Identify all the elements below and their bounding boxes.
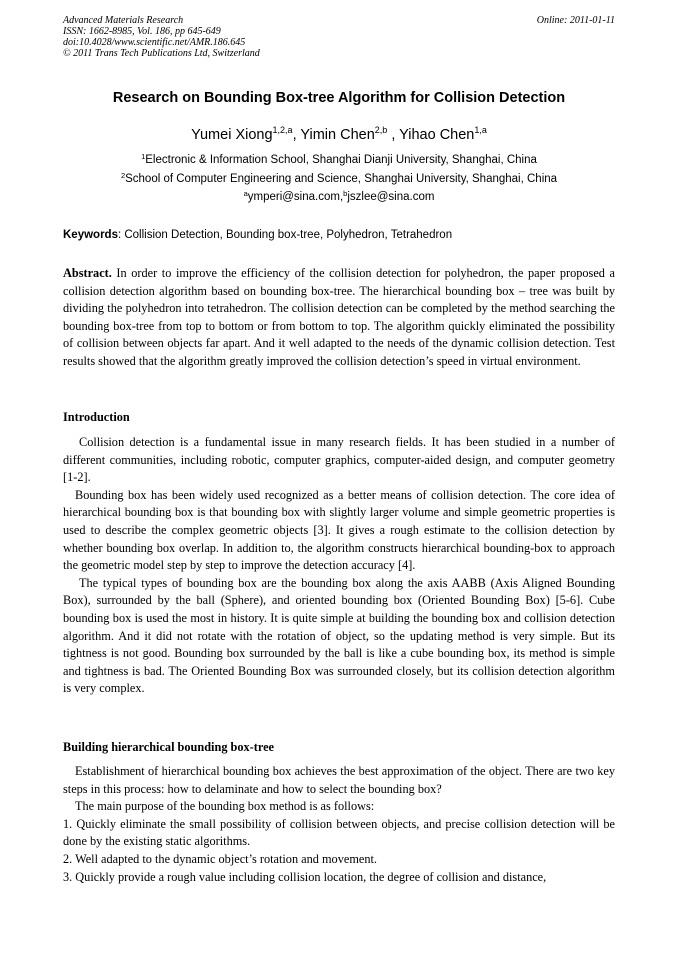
list-item: 1. Quickly eliminate the small possibility of collision between objects, and precise collision detection will be done by the existing static algorithms.: [63, 816, 615, 849]
issn-line: ISSN: 1662-8985, Vol. 186, pp 645-649: [63, 26, 221, 37]
copyright-line: © 2011 Trans Tech Publications Ltd, Switzerland: [63, 48, 260, 59]
affiliation-1: [40, 152, 638, 166]
section-heading-introduction: Introduction: [63, 410, 130, 424]
list-item: 2. Well adapted to the dynamic object’s rotation and movement.: [63, 851, 377, 866]
email-superscript: a: [243, 189, 248, 198]
keywords-line: [63, 229, 615, 241]
author-name: Yihao Chen: [399, 127, 475, 143]
paragraph: The main purpose of the bounding box method is as follows:: [75, 799, 375, 814]
abstract: [63, 265, 615, 371]
paragraph: Bounding box has been widely used recognized as a better means of collision detection. The core idea of hierarchical bounding box is that bounding box with slightly larger volume and simple geometric properties is used to describe the complex geometric objects [3]. It gives a rough estimate to the collision detection by whether bounding box overlap. In addition to, the algorithm constructs hierarchical bounding-box to approach the geometric model step by step to improve the detection accuracy [4].: [63, 487, 615, 573]
keywords-label: Keywords: [63, 229, 118, 241]
author-list: [40, 125, 638, 143]
affiliation-superscript: 2: [120, 171, 126, 180]
building-body: [63, 763, 615, 886]
journal-header: [63, 15, 615, 59]
online-date: Online: 2011-01-11: [536, 15, 615, 26]
introduction-body: [63, 434, 615, 698]
author-emails: [40, 189, 638, 203]
email-link[interactable]: jszlee@sina.com: [347, 191, 435, 203]
abstract-label: Abstract.: [63, 266, 112, 280]
paragraph: The typical types of bounding box are the bounding box along the axis AABB (Axis Aligned Bounding Box), surrounded by the ball (Sphere), and oriented bounding box (Oriented Bounding Box) [5-6]. Cube bounding box is used the most in history. It is quite simple at building the bounding box and collision detection algorithm. And it did not rotate with the rotation of object, so the updating method is very simple. But its tightness is not good. Bounding box surrounded by the ball is like a cube bounding box, its method is simple and tightness is bad. The Oriented Bounding Box was surrounded closely, but its collision detection algorithm is very complex.: [63, 575, 615, 696]
paragraph: Establishment of hierarchical bounding box achieves the best approximation of the object. There are two key steps in this process: how to delaminate and how to select the bounding box?: [63, 764, 615, 796]
doi-line: doi:10.4028/www.scientific.net/AMR.186.645: [63, 37, 246, 48]
author-name: Yimin Chen: [300, 127, 375, 143]
keywords-text: : Collision Detection, Bounding box-tree, Polyhedron, Tetrahedron: [117, 229, 453, 241]
list-item: 3. Quickly provide a rough value including collision location, the degree of collision and distance,: [63, 869, 547, 884]
section-heading-building: Building hierarchical bounding box-tree: [63, 740, 275, 754]
author-separator: ,: [292, 127, 301, 143]
affiliation-text: Electronic & Information School, Shanghai Dianji University, Shanghai, China: [145, 154, 537, 166]
author-superscript: 2,b: [374, 125, 388, 135]
affiliation-2: [40, 171, 638, 185]
author-superscript: 1,2,a: [272, 125, 293, 135]
abstract-text: In order to improve the efficiency of the collision detection for polyhedron, the paper proposed a collision detection algorithm based on bounding box-tree. The hierarchical bounding box – tree was built by dividing the polyhedron into tetrahedron. The collision detection can be completed by the method searching the bounding box-tree from top to bottom or from bottom to top. The algorithm quickly eliminated the possibility of collision between objects far apart. And it well adapted to the needs of the dynamic collision detection. Test results showed that the algorithm greatly improved the collision detection’s speed in virtual environment.: [63, 266, 615, 368]
paper-title: Research on Bounding Box-tree Algorithm for Collision Detection: [112, 90, 566, 106]
paragraph: Collision detection is a fundamental issue in many research fields. It has been studied in a number of different communities, including robotic, computer graphics, computer-aided design, and computer geometry [1-2].: [63, 435, 615, 485]
author-separator: ,: [387, 127, 400, 143]
affiliation-superscript: 1: [141, 152, 146, 161]
email-link[interactable]: ymperi@sina.com,: [247, 191, 344, 203]
author-name: Yumei Xiong: [191, 127, 273, 143]
affiliation-text: School of Computer Engineering and Science, Shanghai University, Shanghai, China: [125, 173, 558, 185]
journal-name: Advanced Materials Research: [63, 15, 184, 26]
email-superscript: b: [343, 189, 348, 198]
author-superscript: 1,a: [474, 125, 487, 135]
